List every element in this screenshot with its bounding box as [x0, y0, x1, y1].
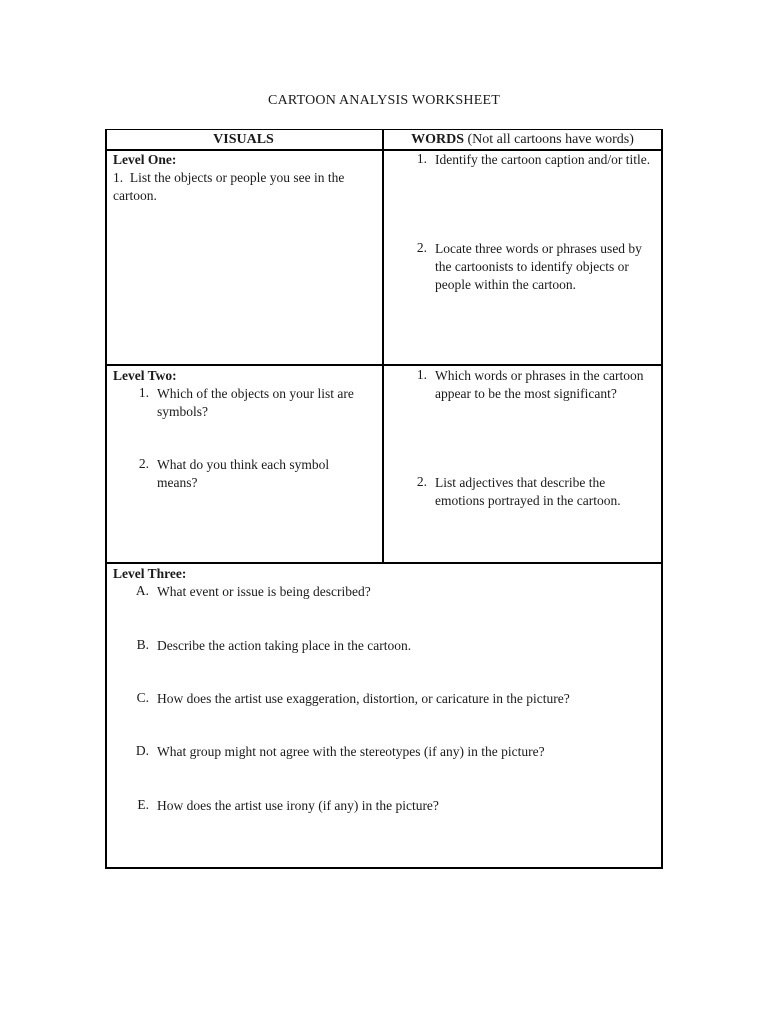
visuals-header: [105, 129, 382, 149]
list-item-text: List adjectives that describe the emotions portrayed in the cartoon.: [435, 475, 621, 508]
list-item-text: Locate three words or phrases used by the cartoonists to identify objects or people within the cartoon.: [435, 241, 642, 292]
page-title: CARTOON ANALYSIS WORKSHEET: [268, 93, 500, 108]
worksheet-table: [105, 129, 663, 869]
list-number: 2.: [416, 240, 427, 255]
level-two-visual-item-2: [138, 456, 367, 492]
level-one-visuals-cell: [113, 151, 378, 205]
column-divider: [382, 129, 384, 564]
level-two-visual-item-1: [138, 385, 367, 421]
row-divider-2: [105, 562, 663, 564]
list-letter: E.: [137, 797, 149, 812]
level-one-visual-item-text: List the objects or people you see in the cartoon.: [113, 170, 345, 203]
list-item-text: How does the artist use exaggeration, distortion, or caricature in the picture?: [157, 691, 570, 706]
level-one-words-item-1: [416, 151, 657, 169]
list-number: 2.: [416, 474, 427, 489]
list-item-text: How does the artist use irony (if any) in the picture?: [157, 798, 439, 813]
list-item-text: Describe the action taking place in the cartoon.: [157, 638, 412, 653]
level-three-label: Level Three:: [113, 566, 187, 581]
level-two-words-item-2: [416, 474, 657, 510]
level-two-label-cell: [113, 367, 378, 385]
list-item-text: Identify the cartoon caption and/or title.: [435, 152, 651, 167]
list-number: 1.: [416, 151, 427, 166]
list-number: 1.: [138, 385, 149, 400]
row-divider-1: [105, 364, 663, 366]
level-three-item-b: [136, 637, 652, 655]
level-one-words-item-2: [416, 240, 657, 294]
words-header: [384, 129, 661, 149]
table-border-right: [661, 129, 663, 869]
level-two-words-item-1: [416, 367, 657, 403]
list-letter: A.: [135, 583, 149, 598]
level-two-label: Level Two:: [113, 368, 177, 383]
level-three-item-d: [135, 743, 652, 761]
words-header-note: (Not all cartoons have words): [467, 132, 634, 147]
level-one-visual-item: [113, 169, 378, 205]
list-letter: D.: [135, 743, 149, 758]
level-three-item-a: [135, 583, 652, 601]
level-three-item-e: [137, 797, 652, 815]
table-border-left: [105, 129, 107, 869]
list-letter: C.: [136, 690, 149, 705]
list-item-text: What event or issue is being described?: [157, 584, 371, 599]
list-item-text: What do you think each symbol means?: [157, 457, 330, 490]
level-three-item-c: [136, 690, 652, 708]
list-item-text: Which of the objects on your list are symbols?: [157, 386, 354, 419]
level-three-label-cell: [113, 565, 653, 583]
list-number: 1.: [416, 367, 427, 382]
level-one-label: Level One:: [113, 152, 177, 167]
words-header-label: WORDS: [411, 132, 464, 147]
list-number: 2.: [138, 456, 149, 471]
list-item-text: Which words or phrases in the cartoon appear to be the most significant?: [435, 368, 644, 401]
list-letter: B.: [136, 637, 149, 652]
list-item-text: What group might not agree with the stereotypes (if any) in the picture?: [157, 744, 545, 759]
table-border-bottom: [105, 867, 663, 869]
level-one-visual-item-num: 1.: [113, 170, 124, 185]
visuals-header-label: VISUALS: [213, 132, 274, 147]
